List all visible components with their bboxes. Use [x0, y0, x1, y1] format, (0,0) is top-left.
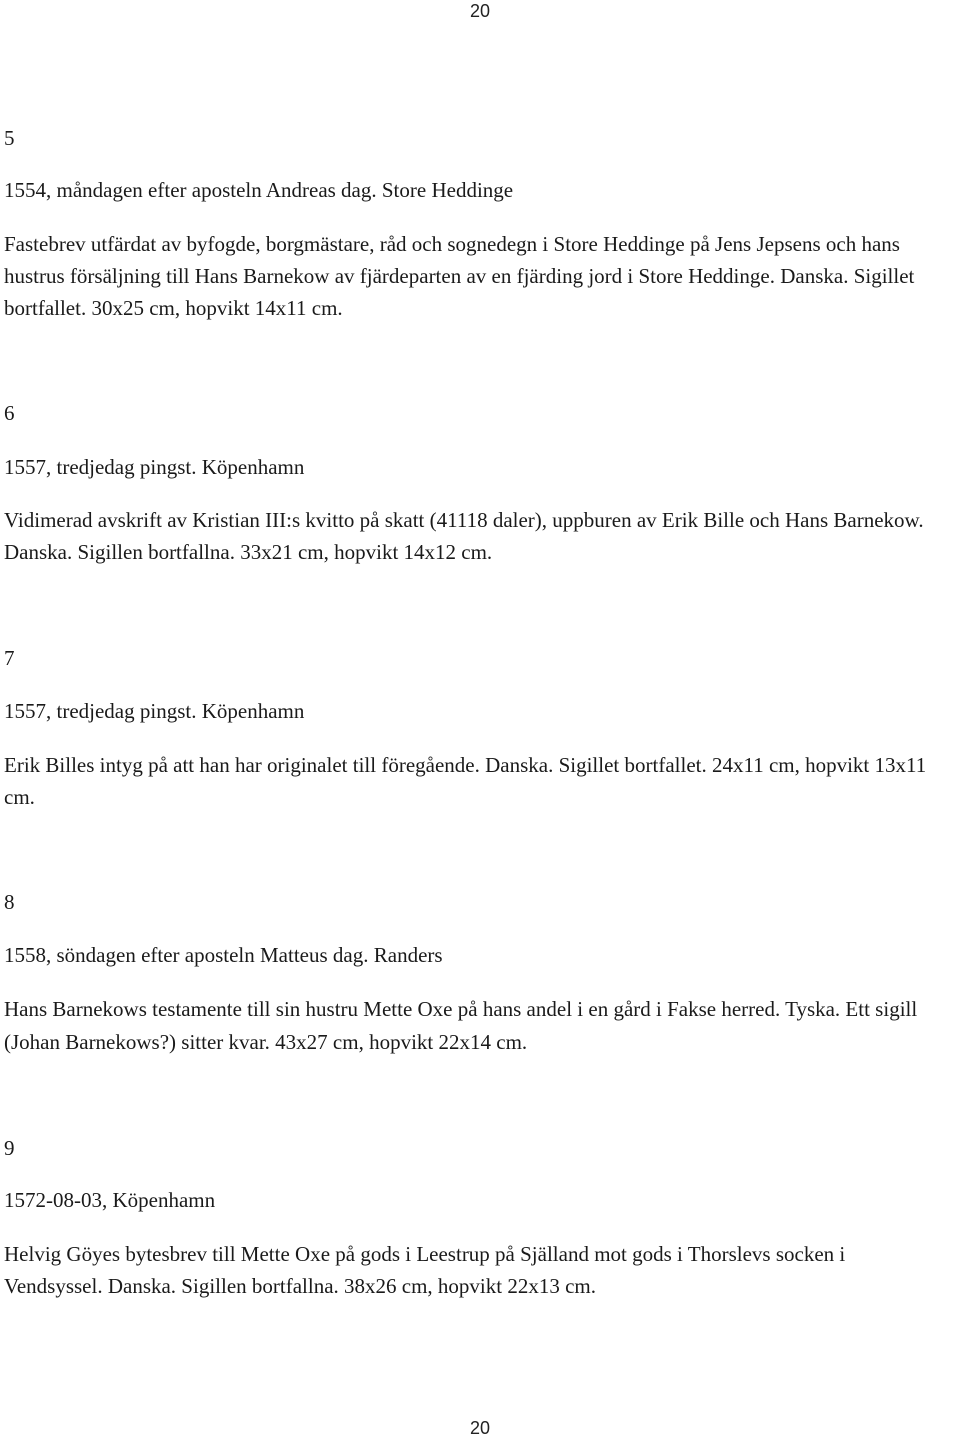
entry-number: 8 [4, 890, 15, 914]
entry-number: 5 [4, 126, 15, 150]
entry-date-place: 1557, tredjedag pingst. Köpenhamn [4, 699, 305, 723]
entry-date-place: 1572-08-03, Köpenhamn [4, 1188, 216, 1212]
entry-description: Fastebrev utfärdat av byfogde, borgmästare, råd och sognedegn i Store Heddinge på Jens Jepsens och hans hustrus försäljning till Hans Barnekow av fjärdeparten av en fjärding jord i Store Heddinge. Danska. Sigillet bortfallet. 30x25 cm, hopvikt 14x11 cm. [4, 232, 915, 320]
entry-description: Helvig Göyes bytesbrev till Mette Oxe på gods i Leestrup på Själland mot gods i Thorslevs socken i Vendsyssel. Danska. Sigillen bortfallna. 38x26 cm, hopvikt 22x13 cm. [4, 1242, 846, 1298]
entry-date-place: 1558, söndagen efter aposteln Matteus dag. Randers [4, 943, 443, 967]
entry-number: 6 [4, 401, 15, 425]
page-number-top: 20 [469, 1, 491, 21]
entry-date-place: 1557, tredjedag pingst. Köpenhamn [4, 455, 305, 479]
entry-description: Erik Billes intyg på att han har originalet till föregående. Danska. Sigillet bortfallet. 24x11 cm, hopvikt 13x11 cm. [4, 753, 927, 809]
page-number-bottom: 20 [469, 1418, 491, 1438]
entry-description: Vidimerad avskrift av Kristian III:s kvitto på skatt (41118 daler), uppburen av Erik Bille och Hans Barnekow. Danska. Sigillen bortfallna. 33x21 cm, hopvikt 14x12 cm. [4, 508, 924, 564]
entry-number: 9 [4, 1136, 15, 1160]
entry-number: 7 [4, 646, 15, 670]
entry-description: Hans Barnekows testamente till sin hustru Mette Oxe på hans andel i en gård i Fakse herred. Tyska. Ett sigill (Johan Barnekows?) sitter kvar. 43x27 cm, hopvikt 22x14 cm. [4, 997, 918, 1054]
entry-date-place: 1554, måndagen efter aposteln Andreas dag. Store Heddinge [4, 178, 514, 202]
